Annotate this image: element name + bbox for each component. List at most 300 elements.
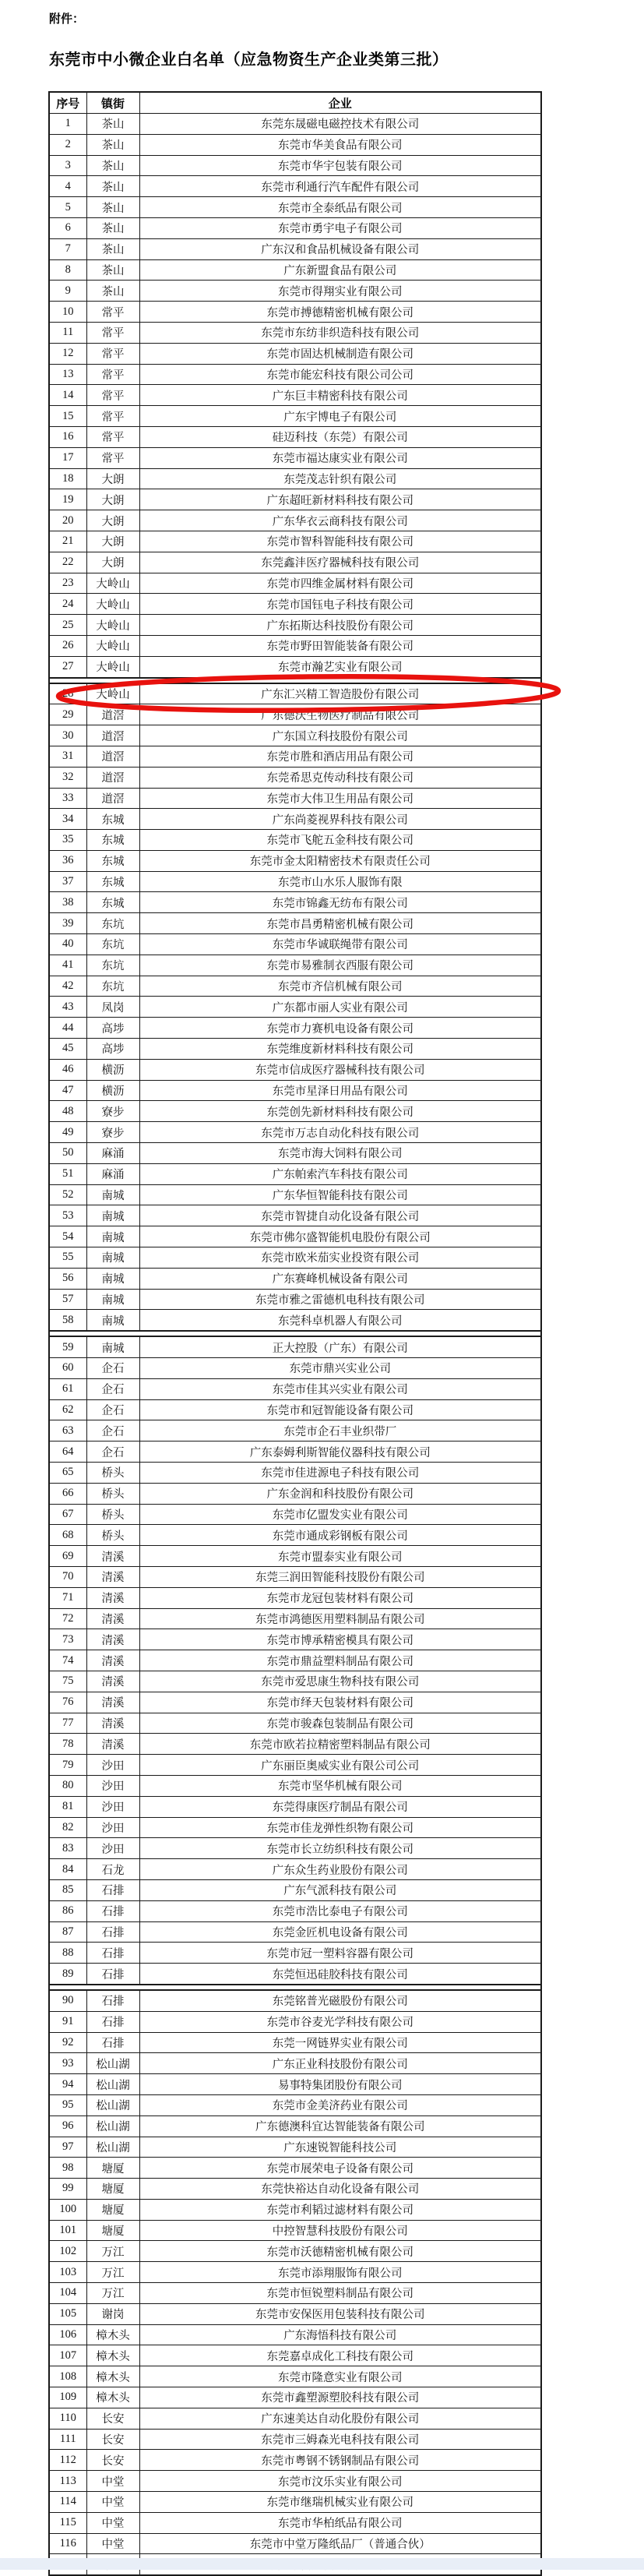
table-row <box>49 997 541 1018</box>
table-row <box>49 1734 541 1755</box>
row-company-cell: 广东国立科技股份有限公司 <box>139 725 541 746</box>
row-number-cell: 52 <box>49 1184 86 1205</box>
page-break-gap <box>49 1985 541 1990</box>
row-number-cell: 60 <box>49 1358 86 1379</box>
table-row <box>49 1122 541 1143</box>
row-number-cell: 3 <box>49 155 86 176</box>
row-town-cell: 塘厦 <box>86 2220 139 2241</box>
bottom-strip <box>0 2558 644 2570</box>
row-company-cell: 东莞市鑫塑源塑胶科技有限公司 <box>139 2387 541 2408</box>
row-number-cell: 16 <box>49 426 86 447</box>
row-town-cell: 石排 <box>86 2011 139 2032</box>
row-town-cell: 道滘 <box>86 704 139 725</box>
table-row <box>49 238 541 259</box>
row-number-cell: 89 <box>49 1964 86 1985</box>
row-town-cell: 东坑 <box>86 976 139 997</box>
row-town-cell: 石排 <box>86 1879 139 1900</box>
table-row <box>49 934 541 955</box>
row-number-cell: 39 <box>49 913 86 934</box>
row-town-cell: 茶山 <box>86 281 139 302</box>
row-number-cell: 28 <box>49 683 86 704</box>
table-row <box>49 2032 541 2053</box>
row-town-cell: 桥头 <box>86 1463 139 1484</box>
table-row <box>49 1546 541 1567</box>
row-number-cell: 2 <box>49 134 86 155</box>
table-row <box>49 1990 541 2011</box>
row-company-cell: 东莞东晟磁电磁控技术有限公司 <box>139 114 541 135</box>
row-town-cell: 塘厦 <box>86 2199 139 2220</box>
row-company-cell: 东莞市智科智能科技有限公司 <box>139 531 541 552</box>
row-town-cell: 塘厦 <box>86 2158 139 2179</box>
row-company-cell: 东莞鑫沣医疗器械科技有限公司 <box>139 552 541 573</box>
row-number-cell: 21 <box>49 531 86 552</box>
table-row <box>49 2450 541 2471</box>
row-number-cell: 98 <box>49 2158 86 2179</box>
table-row <box>49 2303 541 2324</box>
table-row <box>49 725 541 746</box>
table-row <box>49 302 541 323</box>
row-company-cell: 东莞市金美济药业有限公司 <box>139 2094 541 2115</box>
table-row <box>49 2324 541 2345</box>
row-number-cell: 95 <box>49 2094 86 2115</box>
page-title: 东莞市中小微企业白名单（应急物资生产企业类第三批） <box>49 51 449 69</box>
row-company-cell: 东莞市胜和酒店用品有限公司 <box>139 746 541 767</box>
row-company-cell: 东莞市力赛机电设备有限公司 <box>139 1018 541 1039</box>
row-company-cell: 广东新盟食品有限公司 <box>139 259 541 281</box>
row-town-cell: 大岭山 <box>86 656 139 677</box>
row-town-cell: 南城 <box>86 1247 139 1269</box>
row-town-cell: 道滘 <box>86 725 139 746</box>
row-company-cell: 东莞市得翔实业有限公司 <box>139 281 541 302</box>
table-row <box>49 364 541 385</box>
row-company-cell: 东莞市安保医用包装科技有限公司 <box>139 2303 541 2324</box>
row-town-cell: 樟木头 <box>86 2387 139 2408</box>
row-town-cell: 大朗 <box>86 510 139 531</box>
row-town-cell: 常平 <box>86 385 139 406</box>
row-company-cell: 广东金润和科技股份有限公司 <box>139 1483 541 1504</box>
row-town-cell: 大朗 <box>86 489 139 510</box>
table-row <box>49 114 541 135</box>
row-town-cell: 常平 <box>86 406 139 427</box>
row-company-cell: 东莞市利韬过滤材料有限公司 <box>139 2199 541 2220</box>
row-town-cell: 沙田 <box>86 1755 139 1776</box>
row-company-cell: 广东气派科技有限公司 <box>139 1879 541 1900</box>
row-town-cell: 清溪 <box>86 1587 139 1608</box>
table-row <box>49 788 541 809</box>
row-number-cell: 46 <box>49 1059 86 1080</box>
table-row <box>49 850 541 871</box>
table-row <box>49 2053 541 2074</box>
row-company-cell: 东莞市雅之雷德机电科技有限公司 <box>139 1289 541 1310</box>
row-company-cell: 东莞市齐信机械有限公司 <box>139 976 541 997</box>
row-town-cell: 常平 <box>86 426 139 447</box>
row-town-cell: 东城 <box>86 830 139 851</box>
row-town-cell: 企石 <box>86 1420 139 1442</box>
table-row <box>49 1859 541 1880</box>
row-company-cell: 东莞市四维金属材料有限公司 <box>139 573 541 594</box>
row-number-cell: 71 <box>49 1587 86 1608</box>
row-town-cell: 东城 <box>86 871 139 892</box>
row-number-cell: 19 <box>49 489 86 510</box>
row-town-cell: 石龙 <box>86 1859 139 1880</box>
row-company-cell: 东莞得康医疗制品有限公司 <box>139 1796 541 1817</box>
table-row <box>49 767 541 788</box>
table-row <box>49 573 541 594</box>
row-town-cell: 大岭山 <box>86 615 139 636</box>
table-row <box>49 1080 541 1101</box>
row-town-cell: 万江 <box>86 2283 139 2304</box>
row-town-cell: 石排 <box>86 2032 139 2053</box>
row-number-cell: 30 <box>49 725 86 746</box>
row-town-cell: 东坑 <box>86 934 139 955</box>
row-number-cell: 110 <box>49 2408 86 2429</box>
row-number-cell: 84 <box>49 1859 86 1880</box>
row-town-cell: 万江 <box>86 2262 139 2283</box>
row-number-cell: 12 <box>49 343 86 364</box>
row-company-cell: 东莞市隆意实业有限公司 <box>139 2366 541 2387</box>
row-number-cell: 76 <box>49 1692 86 1713</box>
page-break-gap-cell <box>49 1985 541 1990</box>
row-company-cell: 广东汇兴精工智造股份有限公司 <box>139 683 541 704</box>
row-town-cell: 常平 <box>86 364 139 385</box>
table-row <box>49 1943 541 1964</box>
table-row <box>49 1358 541 1379</box>
row-town-cell: 常平 <box>86 302 139 323</box>
row-town-cell: 松山湖 <box>86 2053 139 2074</box>
table-row <box>49 1420 541 1442</box>
row-company-cell: 东莞茂志针织有限公司 <box>139 468 541 489</box>
row-number-cell: 22 <box>49 552 86 573</box>
table-row <box>49 531 541 552</box>
table-row <box>49 134 541 155</box>
row-number-cell: 8 <box>49 259 86 281</box>
row-number-cell: 48 <box>49 1101 86 1122</box>
row-company-cell: 东莞市浩比泰电子有限公司 <box>139 1900 541 1921</box>
row-company-cell: 东莞市绎天包装材料有限公司 <box>139 1692 541 1713</box>
table-row <box>49 809 541 830</box>
table-row <box>49 2011 541 2032</box>
table-row <box>49 2115 541 2137</box>
header-cell-town: 镇街 <box>86 92 139 114</box>
row-company-cell: 广东汉和食品机械设备有限公司 <box>139 238 541 259</box>
row-number-cell: 115 <box>49 2512 86 2533</box>
row-town-cell: 沙田 <box>86 1838 139 1859</box>
row-company-cell: 东莞快裕达自动化设备有限公司 <box>139 2179 541 2200</box>
row-town-cell: 东坑 <box>86 913 139 934</box>
row-town-cell: 茶山 <box>86 238 139 259</box>
row-town-cell: 茶山 <box>86 197 139 218</box>
row-number-cell: 100 <box>49 2199 86 2220</box>
table-row <box>49 2408 541 2429</box>
row-town-cell: 桥头 <box>86 1504 139 1525</box>
table-row <box>49 1039 541 1060</box>
row-town-cell: 企石 <box>86 1378 139 1399</box>
page-break-gap <box>49 678 541 683</box>
row-town-cell: 道滘 <box>86 788 139 809</box>
header-cell-no: 序号 <box>49 92 86 114</box>
row-company-cell: 东莞市企石丰业织带厂 <box>139 1420 541 1442</box>
row-company-cell: 东莞市山水乐人服饰有限 <box>139 871 541 892</box>
row-company-cell: 东莞市展荣电子设备有限公司 <box>139 2158 541 2179</box>
row-company-cell: 东莞市盟泰实业有限公司 <box>139 1546 541 1567</box>
row-number-cell: 32 <box>49 767 86 788</box>
row-number-cell: 54 <box>49 1226 86 1247</box>
row-number-cell: 37 <box>49 871 86 892</box>
header-cell-company: 企业 <box>139 92 541 114</box>
row-town-cell: 松山湖 <box>86 2137 139 2158</box>
row-company-cell: 东莞市勇宇电子有限公司 <box>139 217 541 238</box>
page-break-gap <box>49 1331 541 1336</box>
row-number-cell: 36 <box>49 850 86 871</box>
row-number-cell: 14 <box>49 385 86 406</box>
table-row <box>49 1713 541 1734</box>
row-town-cell: 松山湖 <box>86 2115 139 2137</box>
row-number-cell: 109 <box>49 2387 86 2408</box>
row-town-cell: 企石 <box>86 1442 139 1463</box>
row-town-cell: 横沥 <box>86 1080 139 1101</box>
table-row <box>49 1566 541 1587</box>
row-number-cell: 65 <box>49 1463 86 1484</box>
attachment-label: 附件： <box>49 12 85 26</box>
row-company-cell: 东莞维度新材料科技有限公司 <box>139 1039 541 1060</box>
row-number-cell: 64 <box>49 1442 86 1463</box>
row-number-cell: 105 <box>49 2303 86 2324</box>
row-town-cell: 清溪 <box>86 1713 139 1734</box>
row-company-cell: 东莞市大伟卫生用品有限公司 <box>139 788 541 809</box>
row-number-cell: 38 <box>49 892 86 913</box>
row-company-cell: 易事特集团股份有限公司 <box>139 2074 541 2095</box>
row-number-cell: 6 <box>49 217 86 238</box>
row-number-cell: 67 <box>49 1504 86 1525</box>
row-town-cell: 茶山 <box>86 114 139 135</box>
row-company-cell: 东莞市通成彩钢板有限公司 <box>139 1525 541 1546</box>
table-row <box>49 2492 541 2513</box>
table-row <box>49 2158 541 2179</box>
row-number-cell: 17 <box>49 447 86 468</box>
table-wrap <box>48 91 540 2576</box>
table-row <box>49 913 541 934</box>
table-row <box>49 615 541 636</box>
row-town-cell: 清溪 <box>86 1546 139 1567</box>
table-row <box>49 2429 541 2450</box>
row-company-cell: 东莞市华柏纸品有限公司 <box>139 2512 541 2533</box>
row-number-cell: 62 <box>49 1399 86 1420</box>
row-company-cell: 广东丽臣奥威实业有限公司公司 <box>139 1755 541 1776</box>
row-company-cell: 东莞创先新材料科技有限公司 <box>139 1101 541 1122</box>
table-row <box>49 1205 541 1226</box>
row-company-cell: 东莞市国钰电子科技有限公司 <box>139 594 541 615</box>
table-row <box>49 1163 541 1184</box>
row-company-cell: 东莞市亿盟发实业有限公司 <box>139 1504 541 1525</box>
row-town-cell: 塘厦 <box>86 2179 139 2200</box>
row-company-cell: 中控智慧科技股份有限公司 <box>139 2220 541 2241</box>
table-row <box>49 1838 541 1859</box>
row-town-cell: 东城 <box>86 892 139 913</box>
row-town-cell: 清溪 <box>86 1650 139 1671</box>
row-number-cell: 68 <box>49 1525 86 1546</box>
row-town-cell: 沙田 <box>86 1817 139 1838</box>
row-town-cell: 寮步 <box>86 1101 139 1122</box>
row-company-cell: 广东正业科技股份有限公司 <box>139 2053 541 2074</box>
table-row <box>49 594 541 615</box>
table-row <box>49 322 541 343</box>
row-company-cell: 东莞市中堂万隆纸品厂（普通合伙） <box>139 2533 541 2554</box>
row-number-cell: 4 <box>49 176 86 197</box>
row-company-cell: 广东海悟科技有限公司 <box>139 2324 541 2345</box>
row-number-cell: 15 <box>49 406 86 427</box>
row-company-cell: 东莞市信成医疗器械科技有限公司 <box>139 1059 541 1080</box>
table-row <box>49 281 541 302</box>
row-number-cell: 49 <box>49 1122 86 1143</box>
row-town-cell: 南城 <box>86 1226 139 1247</box>
row-company-cell: 东莞市能宏科技有限公司公司 <box>139 364 541 385</box>
row-number-cell: 94 <box>49 2074 86 2095</box>
row-number-cell: 11 <box>49 322 86 343</box>
row-town-cell: 中堂 <box>86 2533 139 2554</box>
table-row <box>49 2366 541 2387</box>
table-row <box>49 1101 541 1122</box>
row-number-cell: 114 <box>49 2492 86 2513</box>
row-company-cell: 广东德沃生物医疗制品有限公司 <box>139 704 541 725</box>
row-company-cell: 广东华恒智能科技有限公司 <box>139 1184 541 1205</box>
row-company-cell: 东莞市粤钢不锈钢制品有限公司 <box>139 2450 541 2471</box>
row-number-cell: 20 <box>49 510 86 531</box>
row-town-cell: 东坑 <box>86 955 139 976</box>
row-number-cell: 102 <box>49 2241 86 2262</box>
row-company-cell: 东莞市金太阳精密技术有限责任公司 <box>139 850 541 871</box>
table-row <box>49 1900 541 1921</box>
table-row <box>49 385 541 406</box>
table-row <box>49 955 541 976</box>
table-row <box>49 2533 541 2554</box>
row-town-cell: 企石 <box>86 1358 139 1379</box>
table-row <box>49 2179 541 2200</box>
row-company-cell: 广东速美达自动化股份有限公司 <box>139 2408 541 2429</box>
row-company-cell: 东莞市三姆森光电科技有限公司 <box>139 2429 541 2450</box>
row-company-cell: 东莞市星泽日用品有限公司 <box>139 1080 541 1101</box>
row-company-cell: 东莞市海大饲料有限公司 <box>139 1143 541 1164</box>
row-company-cell: 东莞市佳其兴实业有限公司 <box>139 1378 541 1399</box>
row-town-cell: 樟木头 <box>86 2366 139 2387</box>
row-company-cell: 东莞市智捷自动化设备有限公司 <box>139 1205 541 1226</box>
row-number-cell: 90 <box>49 1990 86 2011</box>
table-row <box>49 1483 541 1504</box>
row-company-cell: 东莞市野田智能装备有限公司 <box>139 635 541 656</box>
row-town-cell: 茶山 <box>86 134 139 155</box>
row-company-cell: 广东拓斯达科技股份有限公司 <box>139 615 541 636</box>
row-town-cell: 石排 <box>86 1990 139 2011</box>
row-town-cell: 茶山 <box>86 176 139 197</box>
row-number-cell: 108 <box>49 2366 86 2387</box>
row-company-cell: 广东德澳科宜达智能装备有限公司 <box>139 2115 541 2137</box>
row-company-cell: 东莞市万志自动化科技有限公司 <box>139 1122 541 1143</box>
table-row <box>49 217 541 238</box>
row-number-cell: 69 <box>49 1546 86 1567</box>
row-company-cell: 广东尚菱视界科技有限公司 <box>139 809 541 830</box>
row-company-cell: 东莞市鼎益塑料制品有限公司 <box>139 1650 541 1671</box>
row-number-cell: 31 <box>49 746 86 767</box>
row-number-cell: 23 <box>49 573 86 594</box>
table-row <box>49 1921 541 1943</box>
row-company-cell: 东莞科卓机器人有限公司 <box>139 1310 541 1331</box>
row-company-cell: 东莞市华美食品有限公司 <box>139 134 541 155</box>
table-row <box>49 259 541 281</box>
row-number-cell: 113 <box>49 2471 86 2492</box>
row-company-cell: 东莞市佳进源电子科技有限公司 <box>139 1463 541 1484</box>
row-town-cell: 南城 <box>86 1268 139 1289</box>
row-number-cell: 96 <box>49 2115 86 2137</box>
table-row <box>49 426 541 447</box>
row-company-cell: 东莞市利通行汽车配件有限公司 <box>139 176 541 197</box>
row-company-cell: 东莞三润田智能科技股份有限公司 <box>139 1566 541 1587</box>
table-row <box>49 447 541 468</box>
row-number-cell: 79 <box>49 1755 86 1776</box>
row-company-cell: 东莞一网链界实业有限公司 <box>139 2032 541 2053</box>
table-row <box>49 1378 541 1399</box>
row-town-cell: 东城 <box>86 850 139 871</box>
row-company-cell: 东莞市长立纺织科技有限公司 <box>139 1838 541 1859</box>
row-number-cell: 10 <box>49 302 86 323</box>
row-number-cell: 45 <box>49 1039 86 1060</box>
table-header <box>49 92 541 114</box>
row-number-cell: 25 <box>49 615 86 636</box>
row-number-cell: 44 <box>49 1018 86 1039</box>
row-company-cell: 东莞市福达康实业有限公司 <box>139 447 541 468</box>
row-number-cell: 93 <box>49 2053 86 2074</box>
row-town-cell: 大朗 <box>86 552 139 573</box>
table-row <box>49 704 541 725</box>
row-town-cell: 大岭山 <box>86 594 139 615</box>
table-row <box>49 1289 541 1310</box>
row-company-cell: 东莞市华宇包装有限公司 <box>139 155 541 176</box>
row-company-cell: 广东泰姆利斯智能仪器科技有限公司 <box>139 1442 541 1463</box>
table-row <box>49 343 541 364</box>
table-row <box>49 1399 541 1420</box>
row-company-cell: 东莞市爱思康生物科技有限公司 <box>139 1671 541 1692</box>
row-company-cell: 硅迈科技（东莞）有限公司 <box>139 426 541 447</box>
table-row <box>49 1184 541 1205</box>
row-company-cell: 广东超旺新材料科技有限公司 <box>139 489 541 510</box>
row-number-cell: 85 <box>49 1879 86 1900</box>
row-town-cell: 常平 <box>86 322 139 343</box>
row-number-cell: 40 <box>49 934 86 955</box>
row-number-cell: 107 <box>49 2345 86 2366</box>
row-number-cell: 97 <box>49 2137 86 2158</box>
row-town-cell: 清溪 <box>86 1608 139 1629</box>
row-town-cell: 高埗 <box>86 1039 139 1060</box>
table-row <box>49 1671 541 1692</box>
row-town-cell: 道滘 <box>86 767 139 788</box>
row-number-cell: 87 <box>49 1921 86 1943</box>
row-number-cell: 70 <box>49 1566 86 1587</box>
table-row <box>49 489 541 510</box>
table-row <box>49 830 541 851</box>
row-number-cell: 80 <box>49 1775 86 1796</box>
table-row <box>49 976 541 997</box>
row-town-cell: 寮步 <box>86 1122 139 1143</box>
table-row <box>49 2471 541 2492</box>
row-town-cell: 清溪 <box>86 1692 139 1713</box>
row-number-cell: 106 <box>49 2324 86 2345</box>
table-row <box>49 746 541 767</box>
table-row <box>49 1463 541 1484</box>
row-town-cell: 大岭山 <box>86 573 139 594</box>
table-row <box>49 2094 541 2115</box>
row-number-cell: 56 <box>49 1268 86 1289</box>
row-number-cell: 51 <box>49 1163 86 1184</box>
row-town-cell: 东城 <box>86 809 139 830</box>
table-row <box>49 2199 541 2220</box>
